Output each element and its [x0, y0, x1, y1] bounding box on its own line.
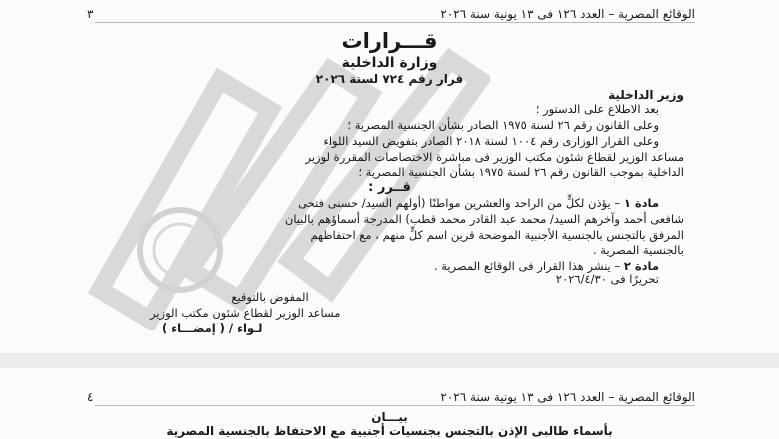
article-2-text: – ينشر هذا القرار فى الوقائع المصرية . [433, 259, 621, 273]
section-title: قـــرارات [341, 29, 438, 53]
article-1-label: مادة ١ [623, 196, 659, 210]
statement-subtitle: بأسماء طالبى الإذن بالتجنس بجنسيات أجنبية مع الاحتفاظ بالجنسية المصرية [166, 424, 613, 438]
preamble-line-3: وعلى القرار الوزارى رقم ١٠٠٤ لسنة ٢٠١٨ الصادر بتفويض السيد اللواء [323, 134, 659, 148]
article-1-line-4: بالجنسية المصرية . [593, 243, 684, 257]
page-number: ٣ [87, 7, 94, 21]
signature-rank: لـواء / ( إمضـــاء ) [162, 321, 263, 335]
decree-title: قرار رقم ٧٢٤ لسنة ٢٠٢٦ [315, 72, 464, 86]
page-header [87, 7, 695, 23]
article-1-first-line [298, 196, 659, 211]
page-header [87, 390, 695, 406]
header-text: الوقائع المصرية – العدد ١٢٦ فى ١٣ يونية سنة ٢٠٢٦ [440, 390, 695, 404]
gazette-page-4 [0, 368, 779, 439]
article-1-line-3: المرفق بالتجنس بالجنسية الأجنبية الموضحة قرين اسم كلٍّ منهم ، مع احتفاظهم [310, 228, 684, 242]
preamble-line-2: وعلى القانون رقم ٢٦ لسنة ١٩٧٥ الصادر بشأن الجنسية المصرية ؛ [347, 118, 659, 132]
preamble-line-1: بعد الاطلاع على الدستور ؛ [535, 102, 659, 116]
date-line: تحريرًا فى ٢٠٢٦/٤/٣٠ [555, 272, 659, 286]
article-2-label: مادة ٢ [623, 259, 659, 273]
signature-title: مساعد الوزير لقطاع شئون مكتب الوزير [150, 306, 341, 320]
decides-heading: قــرر : [368, 180, 411, 195]
preamble-line-5: الداخلية بموجب القانون رقم ٢٦ لسنة ١٩٧٥ بشأن الجنسية المصرية ؛ [358, 165, 684, 179]
signature-authorized: المفوض بالتوقيع [231, 290, 309, 304]
ministry-name: وزارة الداخلية [341, 55, 438, 71]
article-1-text: – يؤذن لكلٍّ من الراحد والعشرين مواطنًا (أولهم السيد/ حسنى فتحى [298, 196, 621, 210]
header-text: الوقائع المصرية – العدد ١٢٦ فى ١٣ يونية سنة ٢٠٢٦ [440, 7, 695, 21]
statement-title: بيـــان [371, 410, 408, 424]
issuer: وزير الداخلية [608, 88, 684, 102]
page-number: ٤ [87, 390, 94, 404]
preamble-line-4: مساعد الوزير لقطاع شئون مكتب الوزير فى مباشرة الاختصاصات المقررة لوزير [305, 150, 684, 164]
article-1-line-2: شافعى أحمد وآخرهم السيد/ محمد عبد القادر محمد قطب) المدرجة أسماؤهم بالبيان [284, 212, 684, 226]
